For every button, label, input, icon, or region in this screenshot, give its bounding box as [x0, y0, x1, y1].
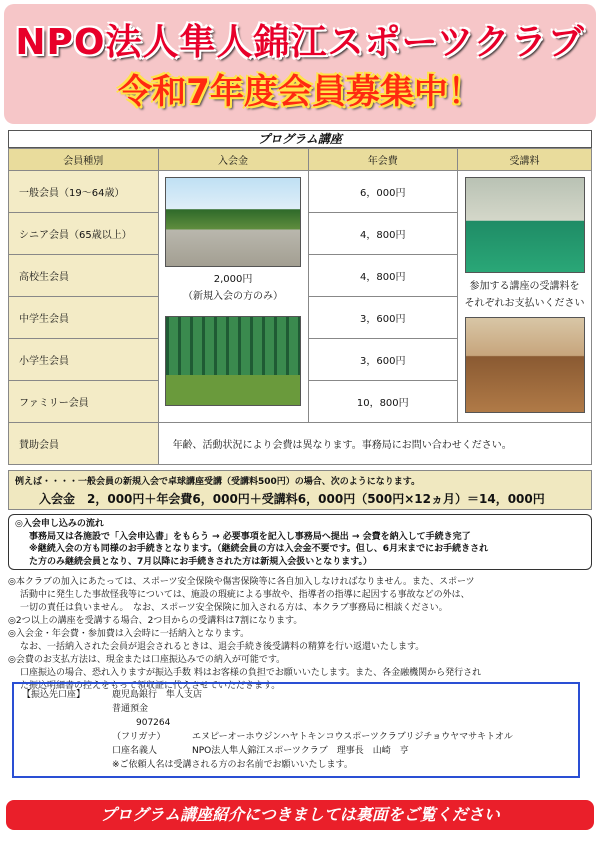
footer-banner: プログラム講座紹介につきましては裏面をご覧ください: [6, 800, 594, 830]
note-line: 活動中に発生した事故怪我等については、施設の瑕疵による事故や、指導者の指導に起因する事故などの外は、: [20, 590, 470, 600]
annual-fee: 4，800円: [308, 255, 458, 297]
member-type: ファミリー会員: [9, 381, 159, 423]
bank-account-box: [12, 682, 580, 778]
column-header: 入会金: [158, 149, 308, 171]
member-type: シニア会員（65歳以上）: [9, 213, 159, 255]
table-header-row: [9, 149, 592, 171]
fee-table: [8, 148, 592, 465]
bank-name: 鹿児島銀行 隼人支店: [112, 690, 203, 700]
note-line: ◎本クラブの加入にあたっては、スポーツ安全保険や傷害保険等に各自加入しなければなりません。また、スポーツ: [8, 577, 475, 587]
column-header: 受講料: [458, 149, 592, 171]
admission-note: （新規入会の方のみ）: [183, 291, 284, 302]
bank-row: [22, 716, 570, 730]
note-line: ◎会費のお支払方法は、現金または口座振込みでの納入が可能です。: [8, 655, 286, 665]
bank-row: [22, 758, 570, 772]
member-type: 一般会員（19～64歳）: [9, 171, 159, 213]
column-header: 年会費: [308, 149, 458, 171]
note-line: 口座振込の場合、恐れ入りますが振込手数 料はお客様の負担でお願いいたします。また、各金融機関から発行され: [20, 668, 482, 678]
annual-fee: 6，000円: [308, 171, 458, 213]
annual-fee: 4，800円: [308, 213, 458, 255]
member-type: 小学生会員: [9, 339, 159, 381]
page-title: NPO法人隼人錦江スポーツクラブ: [15, 22, 585, 63]
member-type: 賛助会員: [9, 423, 159, 465]
holder-label: 口座名義人: [112, 746, 158, 756]
table-row: [9, 171, 592, 213]
supporter-text: 年齢、活動状況により会費は異なります。事務局にお問い合わせください。: [158, 423, 591, 465]
fee-example-box: [8, 470, 592, 510]
bank-note: ※ご依頼人名は受講される方のお名前でお願いいたします。: [112, 760, 353, 770]
column-header: 会員種別: [9, 149, 159, 171]
account-holder: NPO法人隼人錦江スポーツクラブ 理事長 山崎 亨: [192, 746, 409, 756]
bank-row: [22, 730, 570, 744]
note-line: ◎2つ以上の講座を受講する場合、2つ目からの受講料は7割になります。: [8, 616, 303, 626]
bank-label: 【振込先口座】: [22, 690, 86, 700]
table-tennis-gym-photo: [465, 317, 585, 413]
bank-row: [22, 702, 570, 716]
account-type: 普通預金: [112, 704, 149, 714]
batting-cage-photo: [165, 316, 301, 406]
note-line: 一切の責任は負いません。 なお、スポーツ安全保険に加入される方は、本クラブ事務局に相談ください。: [20, 603, 448, 613]
annual-fee: 3，600円: [308, 339, 458, 381]
bank-row: [22, 744, 570, 758]
flow-steps: 事務局又は各施設で「入会申込書」をもらう → 必要事項を記入し事務局へ提出 → 会費を納入して手続き完了: [29, 531, 471, 542]
flow-title: ◎入会申し込みの流れ: [15, 519, 104, 529]
admission-amount: 2,000円: [213, 274, 253, 285]
flow-note-2: た方のみ継続会員となり、7月以降にお手続きされた方は新規入会扱いとなります。）: [29, 556, 373, 567]
kana-label: （フリガナ）: [112, 732, 166, 742]
tennis-court-photo: [165, 177, 301, 267]
page-subtitle: 令和7年度会員募集中！: [118, 72, 482, 112]
note-line: た振込明細書の控えをもって領収証に代えさせていただきます。: [20, 681, 281, 691]
bank-row: [22, 688, 570, 702]
member-type: 中学生会員: [9, 297, 159, 339]
annual-fee: 3，600円: [308, 297, 458, 339]
badminton-gym-photo: [465, 177, 585, 273]
application-flow-box: [8, 514, 592, 570]
account-number: 907264: [136, 718, 171, 728]
tuition-text-1: 参加する講座の受講料を: [469, 281, 580, 292]
admission-cell: [158, 171, 308, 423]
program-heading: プログラム講座: [8, 130, 592, 148]
account-kana: エヌピーオーホウジンハヤトキンコウスポーツクラブリジチョウヤマサキトオル: [192, 732, 513, 742]
flow-note-1: ※継続入会の方も同様のお手続きとなります。（継続会員の方は入会金不要です。但し、6月末までにお手続きされ: [29, 544, 489, 554]
annual-fee: 10，800円: [308, 381, 458, 423]
note-line: なお、一括納入された会員が退会されるときは、退会手続き後受講料の精算を行い返還いたします。: [20, 642, 425, 652]
member-type: 高校生会員: [9, 255, 159, 297]
example-calculation: 入会金 2，000円＋年会費6，000円＋受講料6，000円（500円×12ヵ月）＝14，000円: [39, 492, 545, 506]
example-intro: 例えば・・・・一般会員の新規入会で卓球講座受講（受講料500円）の場合、次のようになります。: [15, 477, 421, 487]
tuition-cell: [458, 171, 592, 423]
notes-section: [8, 576, 594, 693]
note-line: ◎入会金・年会費・参加費は入会時に一括納入となります。: [8, 629, 250, 639]
tuition-text-2: それぞれお支払いください: [464, 298, 585, 309]
table-row: [9, 423, 592, 465]
